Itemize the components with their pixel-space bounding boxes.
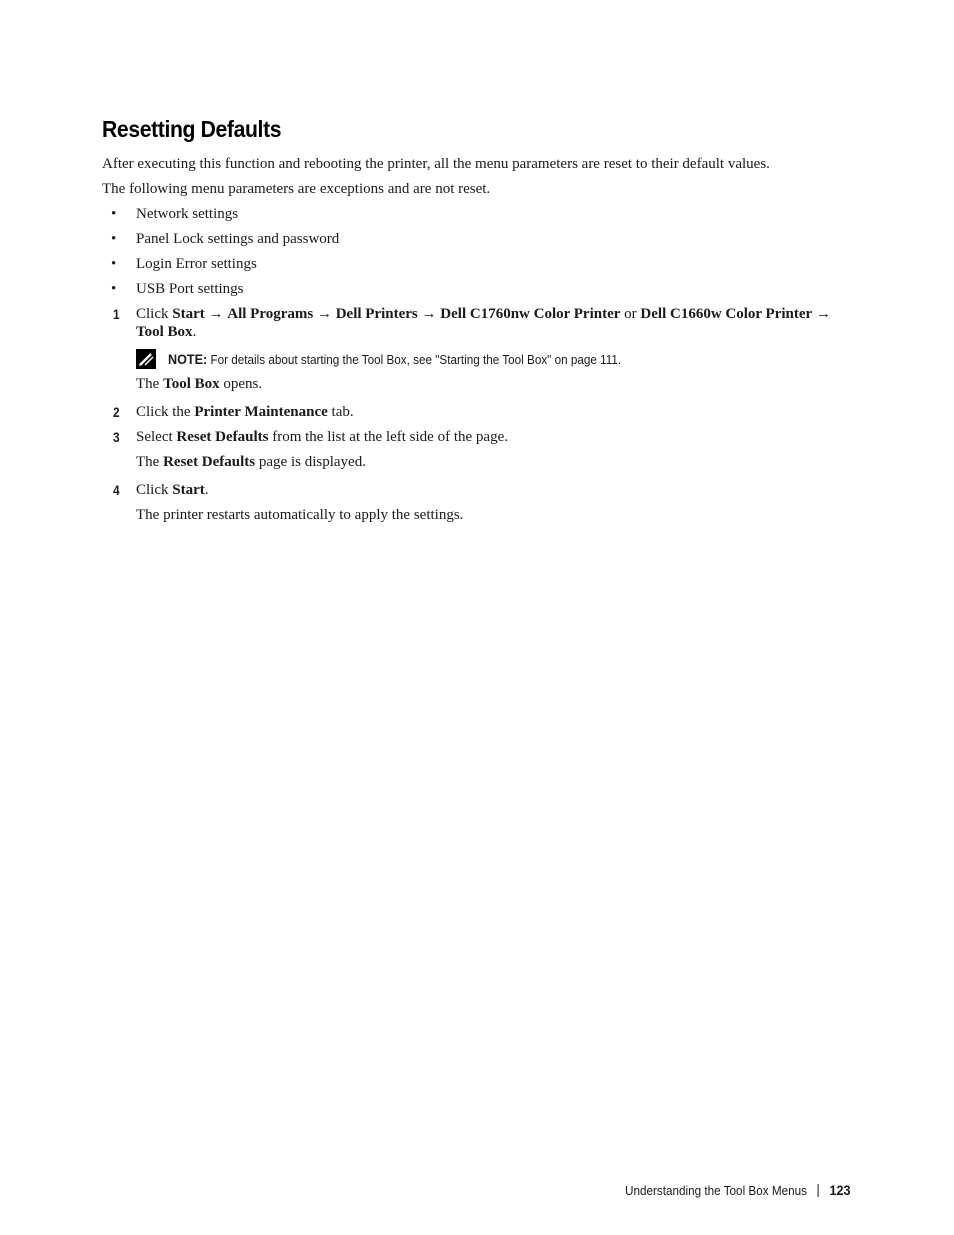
- start-ref: Start: [172, 482, 205, 498]
- footer-chapter: Understanding the Tool Box Menus: [624, 1183, 807, 1198]
- list-item: USB Port settings: [136, 281, 244, 297]
- bullet-icon: •: [111, 281, 117, 297]
- step-text: Click the: [136, 404, 195, 420]
- step-number-4: 4: [113, 482, 120, 498]
- bullet-icon: •: [111, 256, 117, 272]
- result-text: opens.: [219, 376, 263, 392]
- step-1-click: Click: [136, 306, 169, 322]
- list-item: Login Error settings: [136, 256, 257, 272]
- note-text: [168, 350, 621, 369]
- step-number-3: 3: [113, 429, 120, 445]
- c1660w-ref: Dell C1660w Color Printer: [640, 306, 813, 322]
- note-body: For details about starting the Tool Box, see "Starting the Tool Box" on page 111.: [207, 352, 622, 367]
- or-text: or: [620, 306, 641, 322]
- step-3-text: [136, 428, 508, 446]
- step-2-text: [136, 403, 354, 421]
- result-text: The: [136, 376, 164, 392]
- list-item: Panel Lock settings and password: [136, 231, 340, 247]
- page-number: 123: [828, 1182, 850, 1198]
- bullet-icon: •: [111, 206, 117, 222]
- intro-paragraph: After executing this function and rebooting the printer, all the menu parameters are reset to their default values.: [102, 156, 770, 172]
- step-4-text: [136, 481, 209, 499]
- page-title: Resetting Defaults: [102, 116, 282, 142]
- page-footer: [625, 1181, 850, 1200]
- step-text: tab.: [327, 404, 354, 420]
- tool-box-ref: Tool Box: [136, 324, 193, 340]
- period: .: [192, 324, 197, 340]
- step-1-result: [136, 375, 262, 393]
- start-menu-ref: Start: [172, 306, 205, 322]
- note-label: NOTE:: [168, 351, 208, 367]
- footer-divider: [817, 1184, 818, 1197]
- step-4-result: The printer restarts automatically to apply the settings.: [136, 507, 464, 523]
- arrow-icon: →: [204, 306, 228, 322]
- list-item: Network settings: [136, 206, 239, 222]
- step-number-1: 1: [113, 306, 120, 322]
- c1760nw-ref: Dell C1760nw Color Printer: [440, 306, 621, 322]
- step-text: Select: [136, 429, 177, 445]
- step-number-2: 2: [113, 404, 120, 420]
- step-text: .: [204, 482, 209, 498]
- all-programs-ref: All Programs: [227, 306, 314, 322]
- step-1-line-1: [136, 305, 831, 323]
- note-pencil-icon: [136, 349, 156, 369]
- result-text: page is displayed.: [255, 454, 366, 470]
- reset-defaults-ref: Reset Defaults: [176, 429, 269, 445]
- reset-defaults-ref: Reset Defaults: [163, 454, 256, 470]
- step-3-result: [136, 453, 366, 471]
- printer-maintenance-ref: Printer Maintenance: [194, 404, 328, 420]
- bullet-icon: •: [111, 231, 117, 247]
- tool-box-ref: Tool Box: [163, 376, 220, 392]
- arrow-icon: →: [417, 306, 441, 322]
- dell-printers-ref: Dell Printers: [335, 306, 418, 322]
- step-text: from the list at the left side of the page.: [268, 429, 508, 445]
- arrow-icon: →: [812, 306, 831, 322]
- exceptions-intro: The following menu parameters are exceptions and are not reset.: [102, 181, 491, 197]
- step-1-line-2: [136, 323, 196, 341]
- result-text: The: [136, 454, 164, 470]
- step-text: Click: [136, 482, 173, 498]
- arrow-icon: →: [313, 306, 336, 322]
